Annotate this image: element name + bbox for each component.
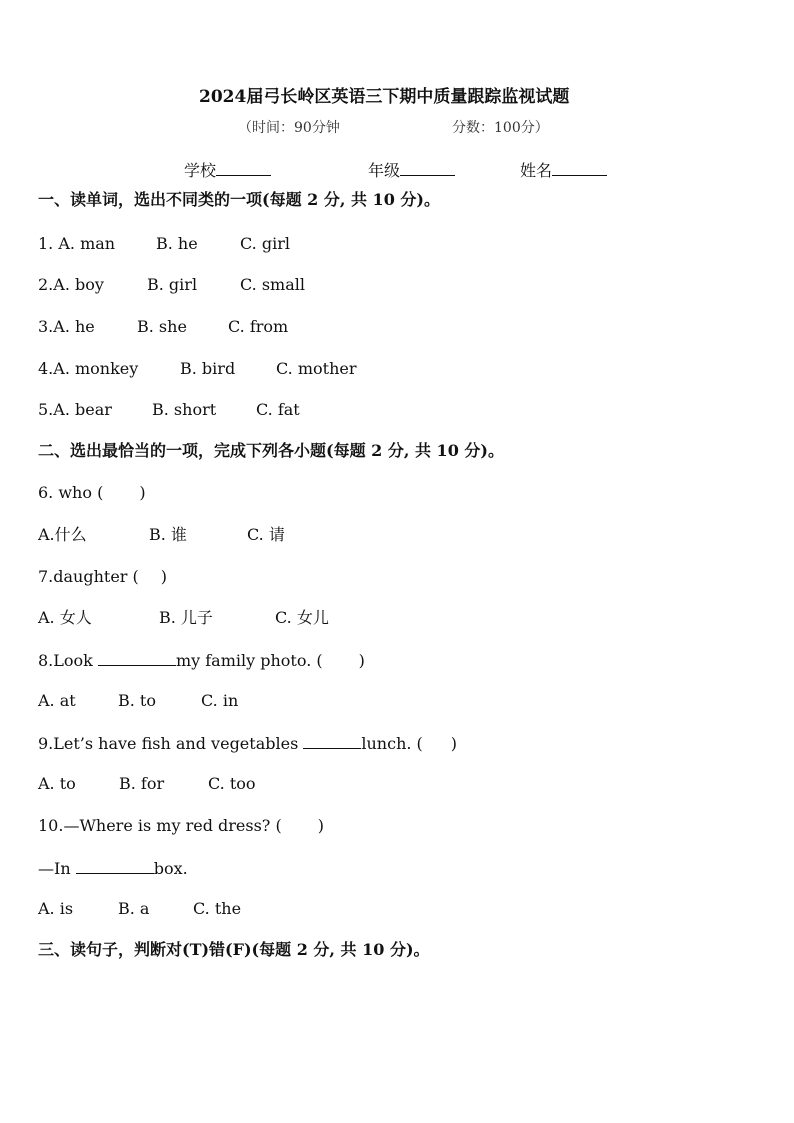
school-label: 学校 — [184, 161, 217, 180]
question-9 — [38, 733, 457, 754]
exam-time: （时间：90分钟 — [238, 120, 340, 136]
section-1-heading: 一、读单词，选出不同类的一项(每题 2 分, 共 10 分)。 — [38, 190, 440, 209]
question-5-a: 5.A. bear — [38, 400, 112, 419]
question-4-b: B. bird — [180, 359, 236, 378]
question-1-b: B. he — [156, 234, 198, 253]
question-1-a: 1. A. man — [38, 234, 116, 253]
grade-field — [368, 160, 455, 181]
question-10-pre2: —In — [38, 859, 71, 878]
name-field — [520, 160, 607, 181]
question-6-c: C. 请 — [247, 525, 285, 544]
question-10 — [38, 816, 324, 836]
question-8-post: my family photo. ( — [175, 651, 323, 670]
question-1-c: C. girl — [240, 234, 290, 253]
name-blank — [552, 160, 607, 176]
question-9-b: B. for — [119, 774, 165, 793]
question-5-c: C. fat — [256, 400, 300, 419]
question-9-end: ) — [450, 734, 458, 753]
question-10-c: C. the — [193, 899, 242, 918]
question-7-c: C. 女儿 — [275, 608, 329, 627]
name-label: 姓名 — [520, 161, 553, 180]
question-8-blank — [98, 650, 176, 666]
question-4-c: C. mother — [276, 359, 357, 378]
question-9-pre: 9.Let’s have fish and vegetables — [38, 734, 299, 753]
question-8-end: ) — [358, 651, 365, 670]
question-3-b: B. she — [137, 317, 187, 336]
exam-score: 分数：100分） — [452, 120, 549, 136]
grade-label: 年级 — [368, 161, 401, 180]
question-6-b: B. 谁 — [149, 525, 187, 544]
question-6-a: A.什么 — [38, 525, 87, 544]
question-8-pre: 8.Look — [38, 651, 93, 670]
question-8 — [38, 650, 365, 671]
question-9-post: lunch. ( — [361, 734, 423, 753]
question-10-a: A. is — [38, 899, 74, 918]
question-8-a: A. at — [38, 691, 76, 710]
question-10-b: B. a — [118, 899, 150, 918]
question-10-post2: box. — [153, 859, 188, 878]
page-title: 2024届弓长岭区英语三下期中质量跟踪监视试题 — [199, 87, 570, 107]
question-9-c: C. too — [208, 774, 256, 793]
school-blank — [216, 160, 271, 176]
grade-blank — [400, 160, 455, 176]
question-6 — [38, 483, 146, 503]
section-3-heading: 三、读句子，判断对(T)错(F)(每题 2 分, 共 10 分)。 — [38, 940, 430, 959]
question-2-b: B. girl — [147, 275, 198, 294]
question-10-blank — [76, 858, 154, 874]
question-9-a: A. to — [38, 774, 76, 793]
question-7-end: ) — [160, 567, 168, 586]
question-6-end: ) — [139, 483, 146, 502]
question-2-c: C. small — [240, 275, 305, 294]
question-7-stem: 7.daughter ( — [38, 567, 139, 586]
question-7 — [38, 567, 167, 587]
question-2-a: 2.A. boy — [38, 275, 104, 294]
question-5-b: B. short — [152, 400, 217, 419]
question-10-end: ) — [317, 816, 324, 835]
question-8-c: C. in — [201, 691, 239, 710]
question-10-line2 — [38, 858, 188, 879]
question-3-a: 3.A. he — [38, 317, 95, 336]
question-9-blank — [303, 733, 361, 749]
question-3-c: C. from — [228, 317, 289, 336]
question-10-stem: 10.—Where is my red dress? ( — [38, 816, 282, 835]
question-4-a: 4.A. monkey — [38, 359, 139, 378]
question-7-a: A. 女人 — [38, 608, 92, 627]
question-6-stem: 6. who ( — [38, 483, 104, 502]
question-7-b: B. 儿子 — [159, 608, 213, 627]
section-2-heading: 二、选出最恰当的一项，完成下列各小题(每题 2 分, 共 10 分)。 — [38, 441, 504, 460]
question-8-b: B. to — [118, 691, 156, 710]
school-field — [184, 160, 271, 181]
